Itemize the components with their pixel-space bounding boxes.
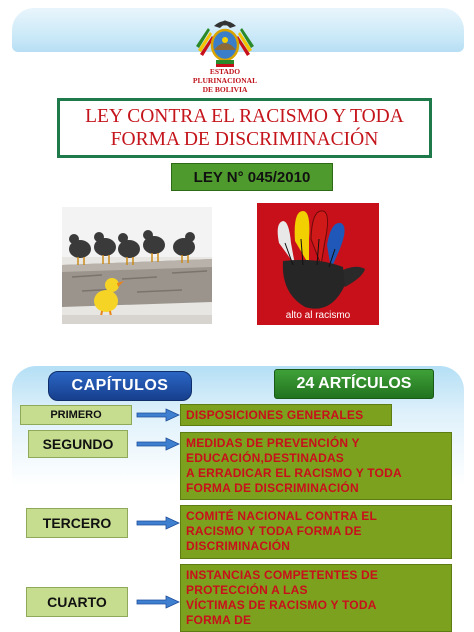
image-caption: alto al racismo — [285, 310, 351, 321]
desc-line: FORMA DE DISCRIMINACIÓN — [186, 481, 359, 495]
desc-line: INSTANCIAS COMPETENTES DE — [186, 568, 379, 582]
page-title — [85, 105, 404, 151]
desc-line: A ERRADICAR EL RACISMO Y TODA — [186, 466, 402, 480]
desc-line: FORMA DE — [186, 613, 252, 627]
estado-label — [178, 67, 272, 94]
coat-of-arms-icon — [194, 14, 256, 68]
desc-line: COMITÉ NACIONAL CONTRA EL — [186, 509, 377, 523]
desc-line: RACISMO Y TODA FORMA DE — [186, 524, 362, 538]
chapter-primero: PRIMERO — [20, 405, 132, 425]
estado-line: DE BOLIVIA — [202, 85, 248, 94]
arrow-right-icon — [136, 408, 180, 422]
ley-number-badge: LEY N° 045/2010 — [171, 163, 333, 191]
desc-line: VÍCTIMAS DE RACISMO Y TODA — [186, 598, 377, 612]
chapter-cuarto: CUARTO — [26, 587, 128, 617]
arrow-right-icon — [136, 516, 180, 530]
title-box — [57, 98, 432, 158]
arrow-right-icon — [136, 595, 180, 609]
chapter-tercero-desc — [180, 505, 452, 559]
articulos-heading: 24 ARTÍCULOS — [274, 369, 434, 399]
estado-line: ESTADO — [209, 67, 241, 76]
desc-line: MEDIDAS DE PREVENCIÓN Y — [186, 436, 360, 450]
desc-line: EDUCACIÓN,DESTINADAS — [186, 451, 345, 465]
estado-line: PLURINACIONAL — [192, 76, 258, 85]
ducks-photo — [62, 207, 212, 324]
title-line: LEY CONTRA EL RACISMO Y TODA — [85, 106, 404, 127]
arrow-right-icon — [136, 437, 180, 451]
chapter-cuarto-desc — [180, 564, 452, 632]
desc-line: PROTECCIÓN A LAS — [186, 583, 308, 597]
alto-al-racismo-image — [257, 203, 379, 325]
chapter-segundo: SEGUNDO — [28, 430, 128, 458]
desc-line: DISCRIMINACIÓN — [186, 539, 291, 553]
chapter-tercero: TERCERO — [26, 508, 128, 538]
chapter-primero-desc — [180, 404, 392, 426]
chapter-segundo-desc — [180, 432, 452, 500]
desc-line: DISPOSICIONES GENERALES — [186, 408, 364, 422]
painted-hand-icon — [257, 203, 379, 325]
capitulos-heading: CAPÍTULOS — [48, 371, 192, 401]
title-line: FORMA DE DISCRIMINACIÓN — [110, 129, 379, 150]
